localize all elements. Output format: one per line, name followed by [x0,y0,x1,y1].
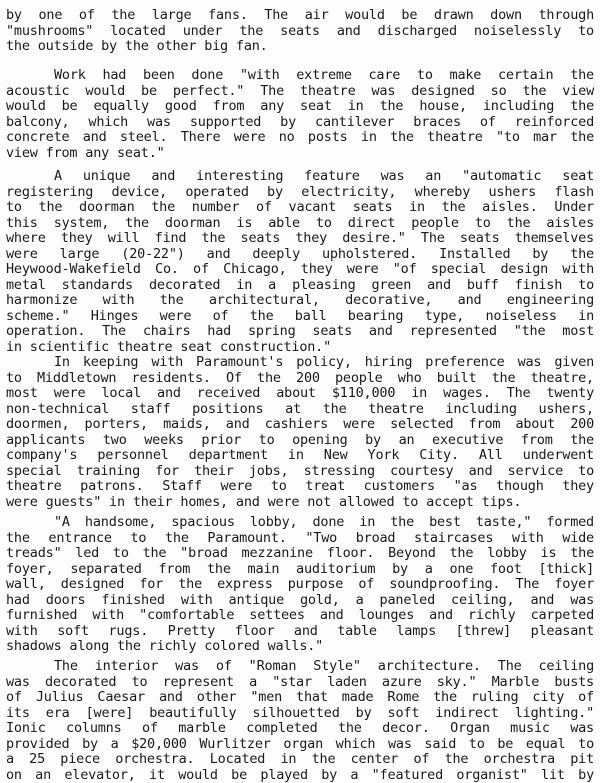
text-line: concrete and steel. There were no posts in the theatre "to mar the [6,130,594,146]
text-line: metal standards decorated in a pleasing green and buff finish to [6,278,594,294]
text-line: to Middletown residents. Of the 200 people who built the theatre, [6,371,594,387]
text-line: where they will find the seats they desire." The seats themselves [6,231,594,247]
text-line: operation. The chairs had spring seats and represented "the most [6,324,594,340]
text-line: doormen, porters, maids, and cashiers were selected from about 200 [6,417,594,433]
paragraph-seating [6,169,594,355]
text-line: "A handsome, spacious lobby, done in the best taste," formed [6,515,594,531]
text-line: A unique and interesting feature was an "automatic seat [6,169,594,185]
text-line: by one of the large fans. The air would be drawn down through [6,8,594,24]
text-line: was decorated to represent a "star laden azure sky." Marble busts [6,675,594,691]
text-line: "mushrooms" located under the seats and discharged noiselessly to [6,24,594,40]
paragraph-ventilation [6,8,594,55]
text-line: in scientific theatre seat construction." [6,340,594,356]
text-line: company's personnel department in New York City. All underwent [6,448,594,464]
text-line: would be equally good from any seat in the house, including the [6,99,594,115]
text-line: the outside by the other big fan. [6,39,594,55]
text-line: Heywood-Wakefield Co. of Chicago, they were "of special design with [6,262,594,278]
text-line: on an elevator, it would be played by a "featured organist" lit by [6,768,594,783]
text-line: scheme." Hinges were of the ball bearing type, noiseless in [6,309,594,325]
paragraph-interior [6,659,594,783]
text-line: applicants two weeks prior to opening by an executive from the [6,433,594,449]
text-line: shadows along the richly colored walls." [6,639,594,655]
text-line: were large (20-22") and deeply upholstered. Installed by the [6,247,594,263]
text-line: Work had been done "with extreme care to make certain the [6,68,594,84]
text-line: of Julius Caesar and other "men that made Rome the ruling city of [6,690,594,706]
text-line: to the doorman the number of vacant seats in the aisles. Under [6,200,594,216]
text-line: its era [were] beautifully silhouetted by soft indirect lighting." [6,706,594,722]
text-line: The interior was of "Roman Style" architecture. The ceiling [6,659,594,675]
text-line: acoustic would be perfect." The theatre was designed so the view [6,84,594,100]
text-line: wall, designed for the express purpose of soundproofing. The foyer [6,577,594,593]
paragraph-lobby [6,515,594,655]
text-line: harmonize with the architectural, decorative, and engineering [6,293,594,309]
text-line: this system, the doorman is able to direct people to the aisles [6,216,594,232]
text-line: with soft rugs. Pretty floor and table lamps [threw] pleasant [6,624,594,640]
text-line: provided by a $20,000 Wurlitzer organ which was said to be equal to [6,737,594,753]
paragraph-acoustics [6,68,594,161]
text-line: furnished with "comfortable settees and lounges and richly carpeted [6,608,594,624]
paragraph-hiring [6,355,594,510]
text-line: foyer, separated from the main auditorium by a one foot [thick] [6,562,594,578]
text-line: Ionic columns of marble completed the decor. Organ music was [6,721,594,737]
text-line: special training for their jobs, stressing courtesy and service to [6,464,594,480]
text-line: treads" led to the "broad mezzanine floor. Beyond the lobby is the [6,546,594,562]
text-line: had doors finished with antique gold, a paneled ceiling, and was [6,593,594,609]
text-line: view from any seat." [6,146,594,162]
text-line: In keeping with Paramount's policy, hiring preference was given [6,355,594,371]
text-line: non-technical staff positions at the theatre including ushers, [6,402,594,418]
text-line: the entrance to the Paramount. "Two broad staircases with wide [6,531,594,547]
text-line: theatre patrons. Staff were to treat customers "as though they [6,479,594,495]
text-line: most were local and received about $110,000 in wages. The twenty [6,386,594,402]
text-line: a 25 piece orchestra. Located in the center of the orchestra pit [6,752,594,768]
text-line: registering device, operated by electricity, whereby ushers flash [6,185,594,201]
text-line: were guests" in their homes, and were not allowed to accept tips. [6,495,594,511]
text-line: balcony, which was supported by cantilever braces of reinforced [6,115,594,131]
